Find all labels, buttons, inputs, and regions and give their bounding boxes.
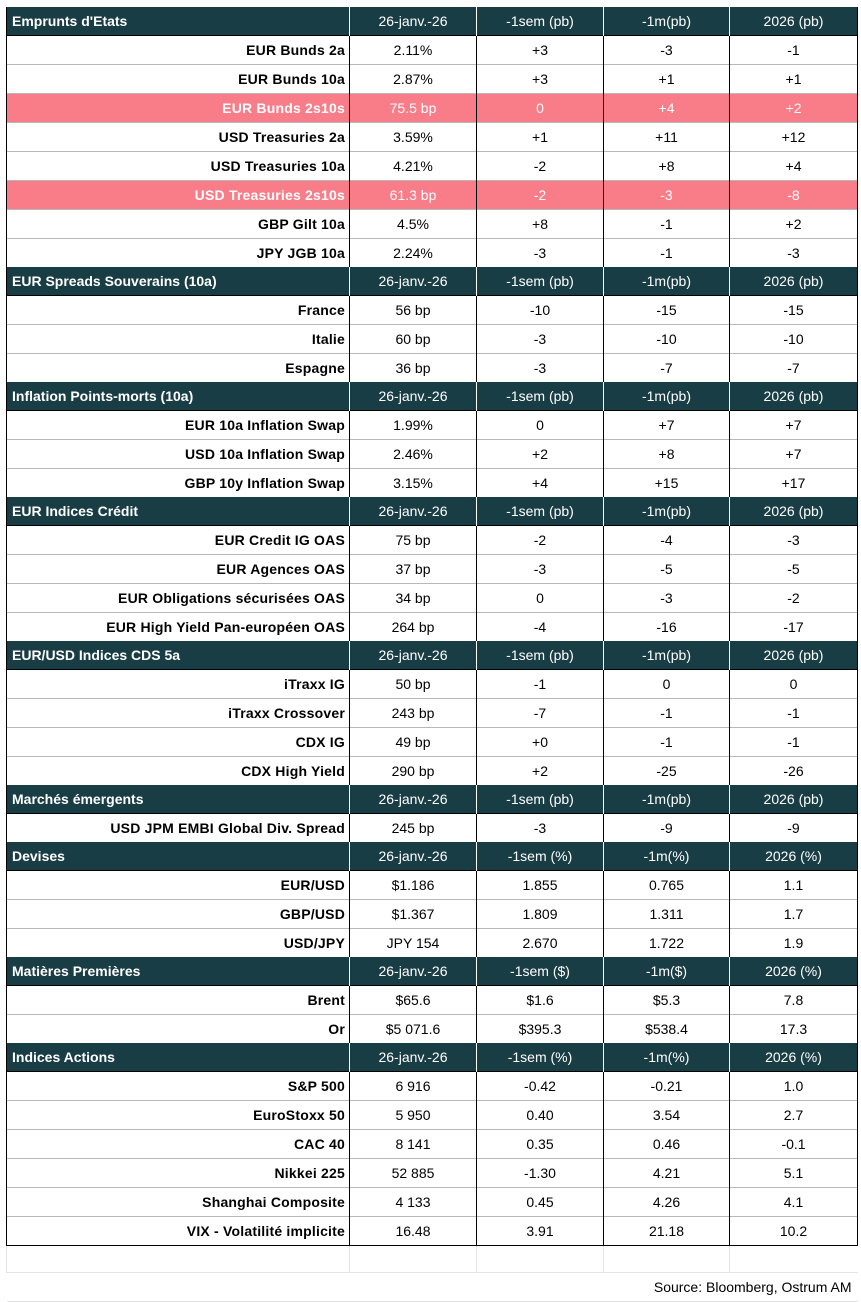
column-header: -1sem (pb) bbox=[477, 267, 604, 296]
cell-value: 2.24% bbox=[350, 239, 477, 268]
table-row bbox=[7, 900, 858, 929]
table-row bbox=[7, 181, 858, 210]
row-label: Nikkei 225 bbox=[7, 1159, 350, 1188]
source-note: Source: Bloomberg, Ostrum AM bbox=[7, 1273, 858, 1302]
cell-value: +2 bbox=[730, 94, 858, 123]
row-label: EuroStoxx 50 bbox=[7, 1101, 350, 1130]
cell-value: 3.91 bbox=[477, 1217, 604, 1246]
row-label: JPY JGB 10a bbox=[7, 239, 350, 268]
column-header: -1sem (pb) bbox=[477, 497, 604, 526]
column-header: 2026 (%) bbox=[730, 842, 858, 871]
market-data-table bbox=[6, 7, 858, 1302]
cell-value: -8 bbox=[730, 181, 858, 210]
row-label: CDX High Yield bbox=[7, 757, 350, 786]
table-row bbox=[7, 584, 858, 613]
spacer-cell bbox=[7, 1246, 350, 1273]
cell-value: 5.1 bbox=[730, 1159, 858, 1188]
table-row bbox=[7, 94, 858, 123]
cell-value: +3 bbox=[477, 65, 604, 94]
table-row bbox=[7, 613, 858, 642]
cell-value: +17 bbox=[730, 469, 858, 498]
cell-value: +8 bbox=[477, 210, 604, 239]
cell-value: -3 bbox=[730, 239, 858, 268]
column-header: 26-janv.-26 bbox=[350, 842, 477, 871]
cell-value: 243 bp bbox=[350, 699, 477, 728]
cell-value: $1.367 bbox=[350, 900, 477, 929]
column-header: -1sem (pb) bbox=[477, 641, 604, 670]
cell-value: 34 bp bbox=[350, 584, 477, 613]
cell-value: 37 bp bbox=[350, 555, 477, 584]
column-header: 26-janv.-26 bbox=[350, 641, 477, 670]
row-label: EUR Bunds 2a bbox=[7, 36, 350, 65]
table-row bbox=[7, 210, 858, 239]
cell-value: $65.6 bbox=[350, 986, 477, 1015]
cell-value: 0.765 bbox=[604, 871, 730, 900]
cell-value: -7 bbox=[730, 354, 858, 383]
cell-value: 6 916 bbox=[350, 1072, 477, 1101]
section-title: EUR/USD Indices CDS 5a bbox=[7, 641, 350, 670]
row-label: iTraxx Crossover bbox=[7, 699, 350, 728]
cell-value: -10 bbox=[477, 296, 604, 325]
row-label: EUR/USD bbox=[7, 871, 350, 900]
cell-value: 264 bp bbox=[350, 613, 477, 642]
cell-value: +1 bbox=[730, 65, 858, 94]
row-label: USD Treasuries 10a bbox=[7, 152, 350, 181]
cell-value: -3 bbox=[730, 526, 858, 555]
cell-value: 4.5% bbox=[350, 210, 477, 239]
row-label: iTraxx IG bbox=[7, 670, 350, 699]
section-title: Inflation Points-morts (10a) bbox=[7, 382, 350, 411]
cell-value: 0 bbox=[730, 670, 858, 699]
column-header: -1m(pb) bbox=[604, 267, 730, 296]
cell-value: 0.40 bbox=[477, 1101, 604, 1130]
column-header: -1sem (pb) bbox=[477, 382, 604, 411]
cell-value: -25 bbox=[604, 757, 730, 786]
cell-value: $538.4 bbox=[604, 1015, 730, 1044]
section-header-indices-actions bbox=[7, 1043, 858, 1072]
cell-value: 60 bp bbox=[350, 325, 477, 354]
column-header: -1sem ($) bbox=[477, 957, 604, 986]
row-label: Espagne bbox=[7, 354, 350, 383]
cell-value: -3 bbox=[604, 584, 730, 613]
table-row bbox=[7, 1015, 858, 1044]
cell-value: 17.3 bbox=[730, 1015, 858, 1044]
cell-value: JPY 154 bbox=[350, 929, 477, 958]
row-label: USD Treasuries 2a bbox=[7, 123, 350, 152]
column-header: 2026 (%) bbox=[730, 1043, 858, 1072]
cell-value: -2 bbox=[730, 584, 858, 613]
cell-value: 1.9 bbox=[730, 929, 858, 958]
cell-value: -5 bbox=[730, 555, 858, 584]
cell-value: -4 bbox=[477, 613, 604, 642]
column-header: -1sem (pb) bbox=[477, 7, 604, 36]
cell-value: -1 bbox=[604, 210, 730, 239]
spacer-row bbox=[7, 1246, 858, 1273]
section-header-eur-spreads-souverains-10a bbox=[7, 267, 858, 296]
cell-value: $5.3 bbox=[604, 986, 730, 1015]
row-label: EUR Bunds 2s10s bbox=[7, 94, 350, 123]
cell-value: -3 bbox=[477, 354, 604, 383]
cell-value: -2 bbox=[477, 181, 604, 210]
cell-value: +2 bbox=[730, 210, 858, 239]
cell-value: 52 885 bbox=[350, 1159, 477, 1188]
column-header: 2026 (pb) bbox=[730, 785, 858, 814]
table-row bbox=[7, 325, 858, 354]
cell-value: -0.42 bbox=[477, 1072, 604, 1101]
cell-value: 0 bbox=[477, 94, 604, 123]
section-title: Devises bbox=[7, 842, 350, 871]
market-data-body bbox=[7, 7, 858, 1302]
section-title: EUR Indices Crédit bbox=[7, 497, 350, 526]
cell-value: -10 bbox=[604, 325, 730, 354]
cell-value: -4 bbox=[604, 526, 730, 555]
column-header: 26-janv.-26 bbox=[350, 1043, 477, 1072]
cell-value: 5 950 bbox=[350, 1101, 477, 1130]
section-header-eur-indices-credit bbox=[7, 497, 858, 526]
cell-value: 4.26 bbox=[604, 1188, 730, 1217]
row-label: CDX IG bbox=[7, 728, 350, 757]
spacer-cell bbox=[730, 1246, 858, 1273]
cell-value: -3 bbox=[477, 555, 604, 584]
cell-value: -3 bbox=[477, 239, 604, 268]
row-label: USD 10a Inflation Swap bbox=[7, 440, 350, 469]
row-label: VIX - Volatilité implicite bbox=[7, 1217, 350, 1246]
table-row bbox=[7, 1101, 858, 1130]
row-label: EUR Credit IG OAS bbox=[7, 526, 350, 555]
table-row bbox=[7, 871, 858, 900]
table-row bbox=[7, 1217, 858, 1246]
cell-value: +2 bbox=[477, 757, 604, 786]
section-title: Emprunts d'Etats bbox=[7, 7, 350, 36]
row-label: USD Treasuries 2s10s bbox=[7, 181, 350, 210]
cell-value: 3.15% bbox=[350, 469, 477, 498]
cell-value: -3 bbox=[604, 181, 730, 210]
column-header: 2026 (pb) bbox=[730, 497, 858, 526]
cell-value: +15 bbox=[604, 469, 730, 498]
cell-value: 75 bp bbox=[350, 526, 477, 555]
cell-value: 2.7 bbox=[730, 1101, 858, 1130]
row-label: S&P 500 bbox=[7, 1072, 350, 1101]
table-row bbox=[7, 699, 858, 728]
row-label: GBP/USD bbox=[7, 900, 350, 929]
cell-value: -1 bbox=[730, 728, 858, 757]
column-header: -1sem (pb) bbox=[477, 785, 604, 814]
row-label: France bbox=[7, 296, 350, 325]
cell-value: 3.59% bbox=[350, 123, 477, 152]
cell-value: 290 bp bbox=[350, 757, 477, 786]
cell-value: 61.3 bp bbox=[350, 181, 477, 210]
section-header-eur-usd-indices-cds-5a bbox=[7, 641, 858, 670]
cell-value: -15 bbox=[604, 296, 730, 325]
section-title: EUR Spreads Souverains (10a) bbox=[7, 267, 350, 296]
table-row bbox=[7, 65, 858, 94]
table-row bbox=[7, 814, 858, 843]
cell-value: -1 bbox=[604, 728, 730, 757]
cell-value: 4.21% bbox=[350, 152, 477, 181]
cell-value: -1 bbox=[604, 239, 730, 268]
row-label: Brent bbox=[7, 986, 350, 1015]
column-header: -1m(pb) bbox=[604, 785, 730, 814]
cell-value: -10 bbox=[730, 325, 858, 354]
cell-value: -1 bbox=[730, 699, 858, 728]
table-row bbox=[7, 440, 858, 469]
cell-value: 8 141 bbox=[350, 1130, 477, 1159]
cell-value: 56 bp bbox=[350, 296, 477, 325]
cell-value: 2.87% bbox=[350, 65, 477, 94]
table-row bbox=[7, 354, 858, 383]
column-header: 2026 (pb) bbox=[730, 641, 858, 670]
cell-value: +4 bbox=[477, 469, 604, 498]
cell-value: -7 bbox=[477, 699, 604, 728]
row-label: EUR Bunds 10a bbox=[7, 65, 350, 94]
cell-value: 4.21 bbox=[604, 1159, 730, 1188]
table-row bbox=[7, 1188, 858, 1217]
cell-value: 21.18 bbox=[604, 1217, 730, 1246]
cell-value: 1.0 bbox=[730, 1072, 858, 1101]
column-header: 26-janv.-26 bbox=[350, 382, 477, 411]
cell-value: 50 bp bbox=[350, 670, 477, 699]
cell-value: -1 bbox=[477, 670, 604, 699]
table-row bbox=[7, 411, 858, 440]
row-label: EUR Obligations sécurisées OAS bbox=[7, 584, 350, 613]
cell-value: 1.722 bbox=[604, 929, 730, 958]
row-label: Italie bbox=[7, 325, 350, 354]
column-header: -1m(%) bbox=[604, 842, 730, 871]
cell-value: $5 071.6 bbox=[350, 1015, 477, 1044]
cell-value: +8 bbox=[604, 440, 730, 469]
table-row bbox=[7, 555, 858, 584]
cell-value: 49 bp bbox=[350, 728, 477, 757]
cell-value: -7 bbox=[604, 354, 730, 383]
column-header: 26-janv.-26 bbox=[350, 267, 477, 296]
section-title: Indices Actions bbox=[7, 1043, 350, 1072]
table-row bbox=[7, 36, 858, 65]
cell-value: +7 bbox=[730, 411, 858, 440]
cell-value: 3.54 bbox=[604, 1101, 730, 1130]
cell-value: 0.35 bbox=[477, 1130, 604, 1159]
row-label: GBP 10y Inflation Swap bbox=[7, 469, 350, 498]
cell-value: -3 bbox=[477, 814, 604, 843]
cell-value: 1.311 bbox=[604, 900, 730, 929]
cell-value: +1 bbox=[477, 123, 604, 152]
cell-value: 2.670 bbox=[477, 929, 604, 958]
section-header-devises bbox=[7, 842, 858, 871]
cell-value: +12 bbox=[730, 123, 858, 152]
cell-value: +7 bbox=[604, 411, 730, 440]
column-header: 26-janv.-26 bbox=[350, 7, 477, 36]
cell-value: 75.5 bp bbox=[350, 94, 477, 123]
table-row bbox=[7, 469, 858, 498]
cell-value: -17 bbox=[730, 613, 858, 642]
cell-value: -0.21 bbox=[604, 1072, 730, 1101]
cell-value: -3 bbox=[477, 325, 604, 354]
row-label: USD JPM EMBI Global Div. Spread bbox=[7, 814, 350, 843]
table-row bbox=[7, 296, 858, 325]
column-header: 26-janv.-26 bbox=[350, 497, 477, 526]
spacer-cell bbox=[604, 1246, 730, 1273]
cell-value: 245 bp bbox=[350, 814, 477, 843]
cell-value: +4 bbox=[604, 94, 730, 123]
cell-value: 1.855 bbox=[477, 871, 604, 900]
row-label: EUR High Yield Pan-européen OAS bbox=[7, 613, 350, 642]
cell-value: -1 bbox=[604, 699, 730, 728]
cell-value: 2.11% bbox=[350, 36, 477, 65]
row-label: GBP Gilt 10a bbox=[7, 210, 350, 239]
row-label: EUR Agences OAS bbox=[7, 555, 350, 584]
table-row bbox=[7, 757, 858, 786]
table-row bbox=[7, 1159, 858, 1188]
section-header-matieres-premieres bbox=[7, 957, 858, 986]
column-header: -1m(pb) bbox=[604, 497, 730, 526]
table-row bbox=[7, 239, 858, 268]
cell-value: 1.7 bbox=[730, 900, 858, 929]
cell-value: +7 bbox=[730, 440, 858, 469]
section-header-inflation-points-morts-10a bbox=[7, 382, 858, 411]
column-header: -1m(%) bbox=[604, 1043, 730, 1072]
cell-value: -0.1 bbox=[730, 1130, 858, 1159]
cell-value: 0 bbox=[604, 670, 730, 699]
section-title: Marchés émergents bbox=[7, 785, 350, 814]
cell-value: 7.8 bbox=[730, 986, 858, 1015]
column-header: -1m(pb) bbox=[604, 382, 730, 411]
cell-value: 0 bbox=[477, 584, 604, 613]
row-label: Or bbox=[7, 1015, 350, 1044]
cell-value: -5 bbox=[604, 555, 730, 584]
cell-value: $1.186 bbox=[350, 871, 477, 900]
market-data-table-wrapper bbox=[6, 7, 857, 1302]
table-row bbox=[7, 526, 858, 555]
table-row bbox=[7, 670, 858, 699]
cell-value: +11 bbox=[604, 123, 730, 152]
column-header: -1sem (%) bbox=[477, 1043, 604, 1072]
table-row bbox=[7, 929, 858, 958]
cell-value: -9 bbox=[604, 814, 730, 843]
cell-value: 1.1 bbox=[730, 871, 858, 900]
column-header: 26-janv.-26 bbox=[350, 785, 477, 814]
cell-value: +4 bbox=[730, 152, 858, 181]
row-label: CAC 40 bbox=[7, 1130, 350, 1159]
cell-value: 16.48 bbox=[350, 1217, 477, 1246]
cell-value: -9 bbox=[730, 814, 858, 843]
column-header: 26-janv.-26 bbox=[350, 957, 477, 986]
section-title: Matières Premières bbox=[7, 957, 350, 986]
column-header: -1m($) bbox=[604, 957, 730, 986]
table-row bbox=[7, 152, 858, 181]
column-header: 2026 (pb) bbox=[730, 382, 858, 411]
cell-value: +0 bbox=[477, 728, 604, 757]
cell-value: 0 bbox=[477, 411, 604, 440]
cell-value: 1.99% bbox=[350, 411, 477, 440]
cell-value: 2.46% bbox=[350, 440, 477, 469]
cell-value: 4.1 bbox=[730, 1188, 858, 1217]
table-row bbox=[7, 728, 858, 757]
row-label: EUR 10a Inflation Swap bbox=[7, 411, 350, 440]
spacer-cell bbox=[350, 1246, 477, 1273]
row-label: USD/JPY bbox=[7, 929, 350, 958]
cell-value: -15 bbox=[730, 296, 858, 325]
cell-value: -2 bbox=[477, 526, 604, 555]
row-label: Shanghai Composite bbox=[7, 1188, 350, 1217]
cell-value: 4 133 bbox=[350, 1188, 477, 1217]
cell-value: $1.6 bbox=[477, 986, 604, 1015]
column-header: -1m(pb) bbox=[604, 7, 730, 36]
section-header-emprunts-d-etats bbox=[7, 7, 858, 36]
cell-value: +3 bbox=[477, 36, 604, 65]
cell-value: 0.46 bbox=[604, 1130, 730, 1159]
column-header: 2026 (%) bbox=[730, 957, 858, 986]
cell-value: -16 bbox=[604, 613, 730, 642]
table-row bbox=[7, 986, 858, 1015]
cell-value: -2 bbox=[477, 152, 604, 181]
column-header: -1sem (%) bbox=[477, 842, 604, 871]
column-header: 2026 (pb) bbox=[730, 267, 858, 296]
table-row bbox=[7, 1130, 858, 1159]
cell-value: 0.45 bbox=[477, 1188, 604, 1217]
cell-value: $395.3 bbox=[477, 1015, 604, 1044]
cell-value: 10.2 bbox=[730, 1217, 858, 1246]
table-row bbox=[7, 123, 858, 152]
cell-value: +8 bbox=[604, 152, 730, 181]
column-header: -1m(pb) bbox=[604, 641, 730, 670]
cell-value: 36 bp bbox=[350, 354, 477, 383]
cell-value: 1.809 bbox=[477, 900, 604, 929]
table-row bbox=[7, 1072, 858, 1101]
spacer-cell bbox=[477, 1246, 604, 1273]
cell-value: +2 bbox=[477, 440, 604, 469]
cell-value: -26 bbox=[730, 757, 858, 786]
column-header: 2026 (pb) bbox=[730, 7, 858, 36]
cell-value: -1 bbox=[730, 36, 858, 65]
source-row bbox=[7, 1273, 858, 1302]
cell-value: -1.30 bbox=[477, 1159, 604, 1188]
cell-value: +1 bbox=[604, 65, 730, 94]
cell-value: -3 bbox=[604, 36, 730, 65]
section-header-marches-emergents bbox=[7, 785, 858, 814]
